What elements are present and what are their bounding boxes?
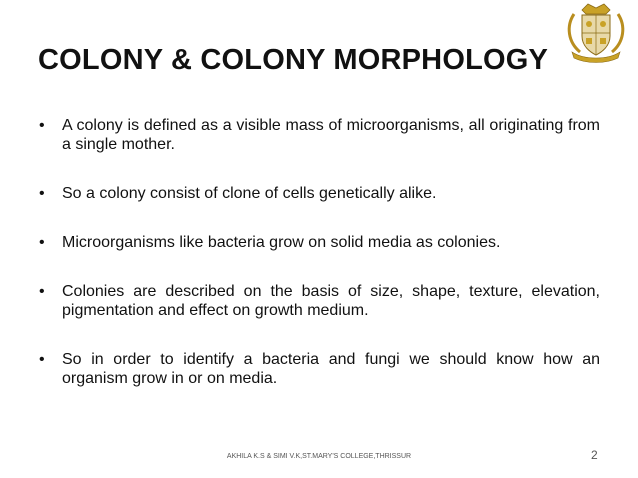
bullet-text: Colonies are described on the basis of size, shape, texture, elevation, pigmentation and effect on growth medium.	[62, 283, 600, 319]
slide-footer: AKHILA K.S & SIMI V.K,ST.MARY'S COLLEGE,THRISSUR	[226, 453, 412, 460]
bullet-marker: •	[39, 185, 45, 202]
bullet-text: So a colony consist of clone of cells genetically alike.	[62, 185, 437, 202]
bullet-text: So in order to identify a bacteria and fungi we should know how an organism grow in or on media.	[62, 351, 600, 387]
bullet-list	[38, 116, 600, 388]
bullet-marker: •	[39, 351, 45, 368]
bullet-marker: •	[39, 283, 45, 300]
list-item	[38, 350, 600, 388]
bullet-marker: •	[39, 117, 45, 134]
bullet-marker: •	[39, 234, 45, 251]
list-item	[38, 282, 600, 320]
slide-title: COLONY & COLONY MORPHOLOGY	[38, 44, 549, 76]
list-item	[38, 116, 600, 154]
page-number: 2	[591, 448, 598, 462]
list-item	[38, 184, 600, 203]
college-crest-icon	[560, 0, 632, 64]
bullet-text: Microorganisms like bacteria grow on solid media as colonies.	[62, 234, 501, 251]
bullet-text: A colony is defined as a visible mass of microorganisms, all originating from a single mother.	[62, 117, 600, 153]
list-item	[38, 233, 600, 252]
